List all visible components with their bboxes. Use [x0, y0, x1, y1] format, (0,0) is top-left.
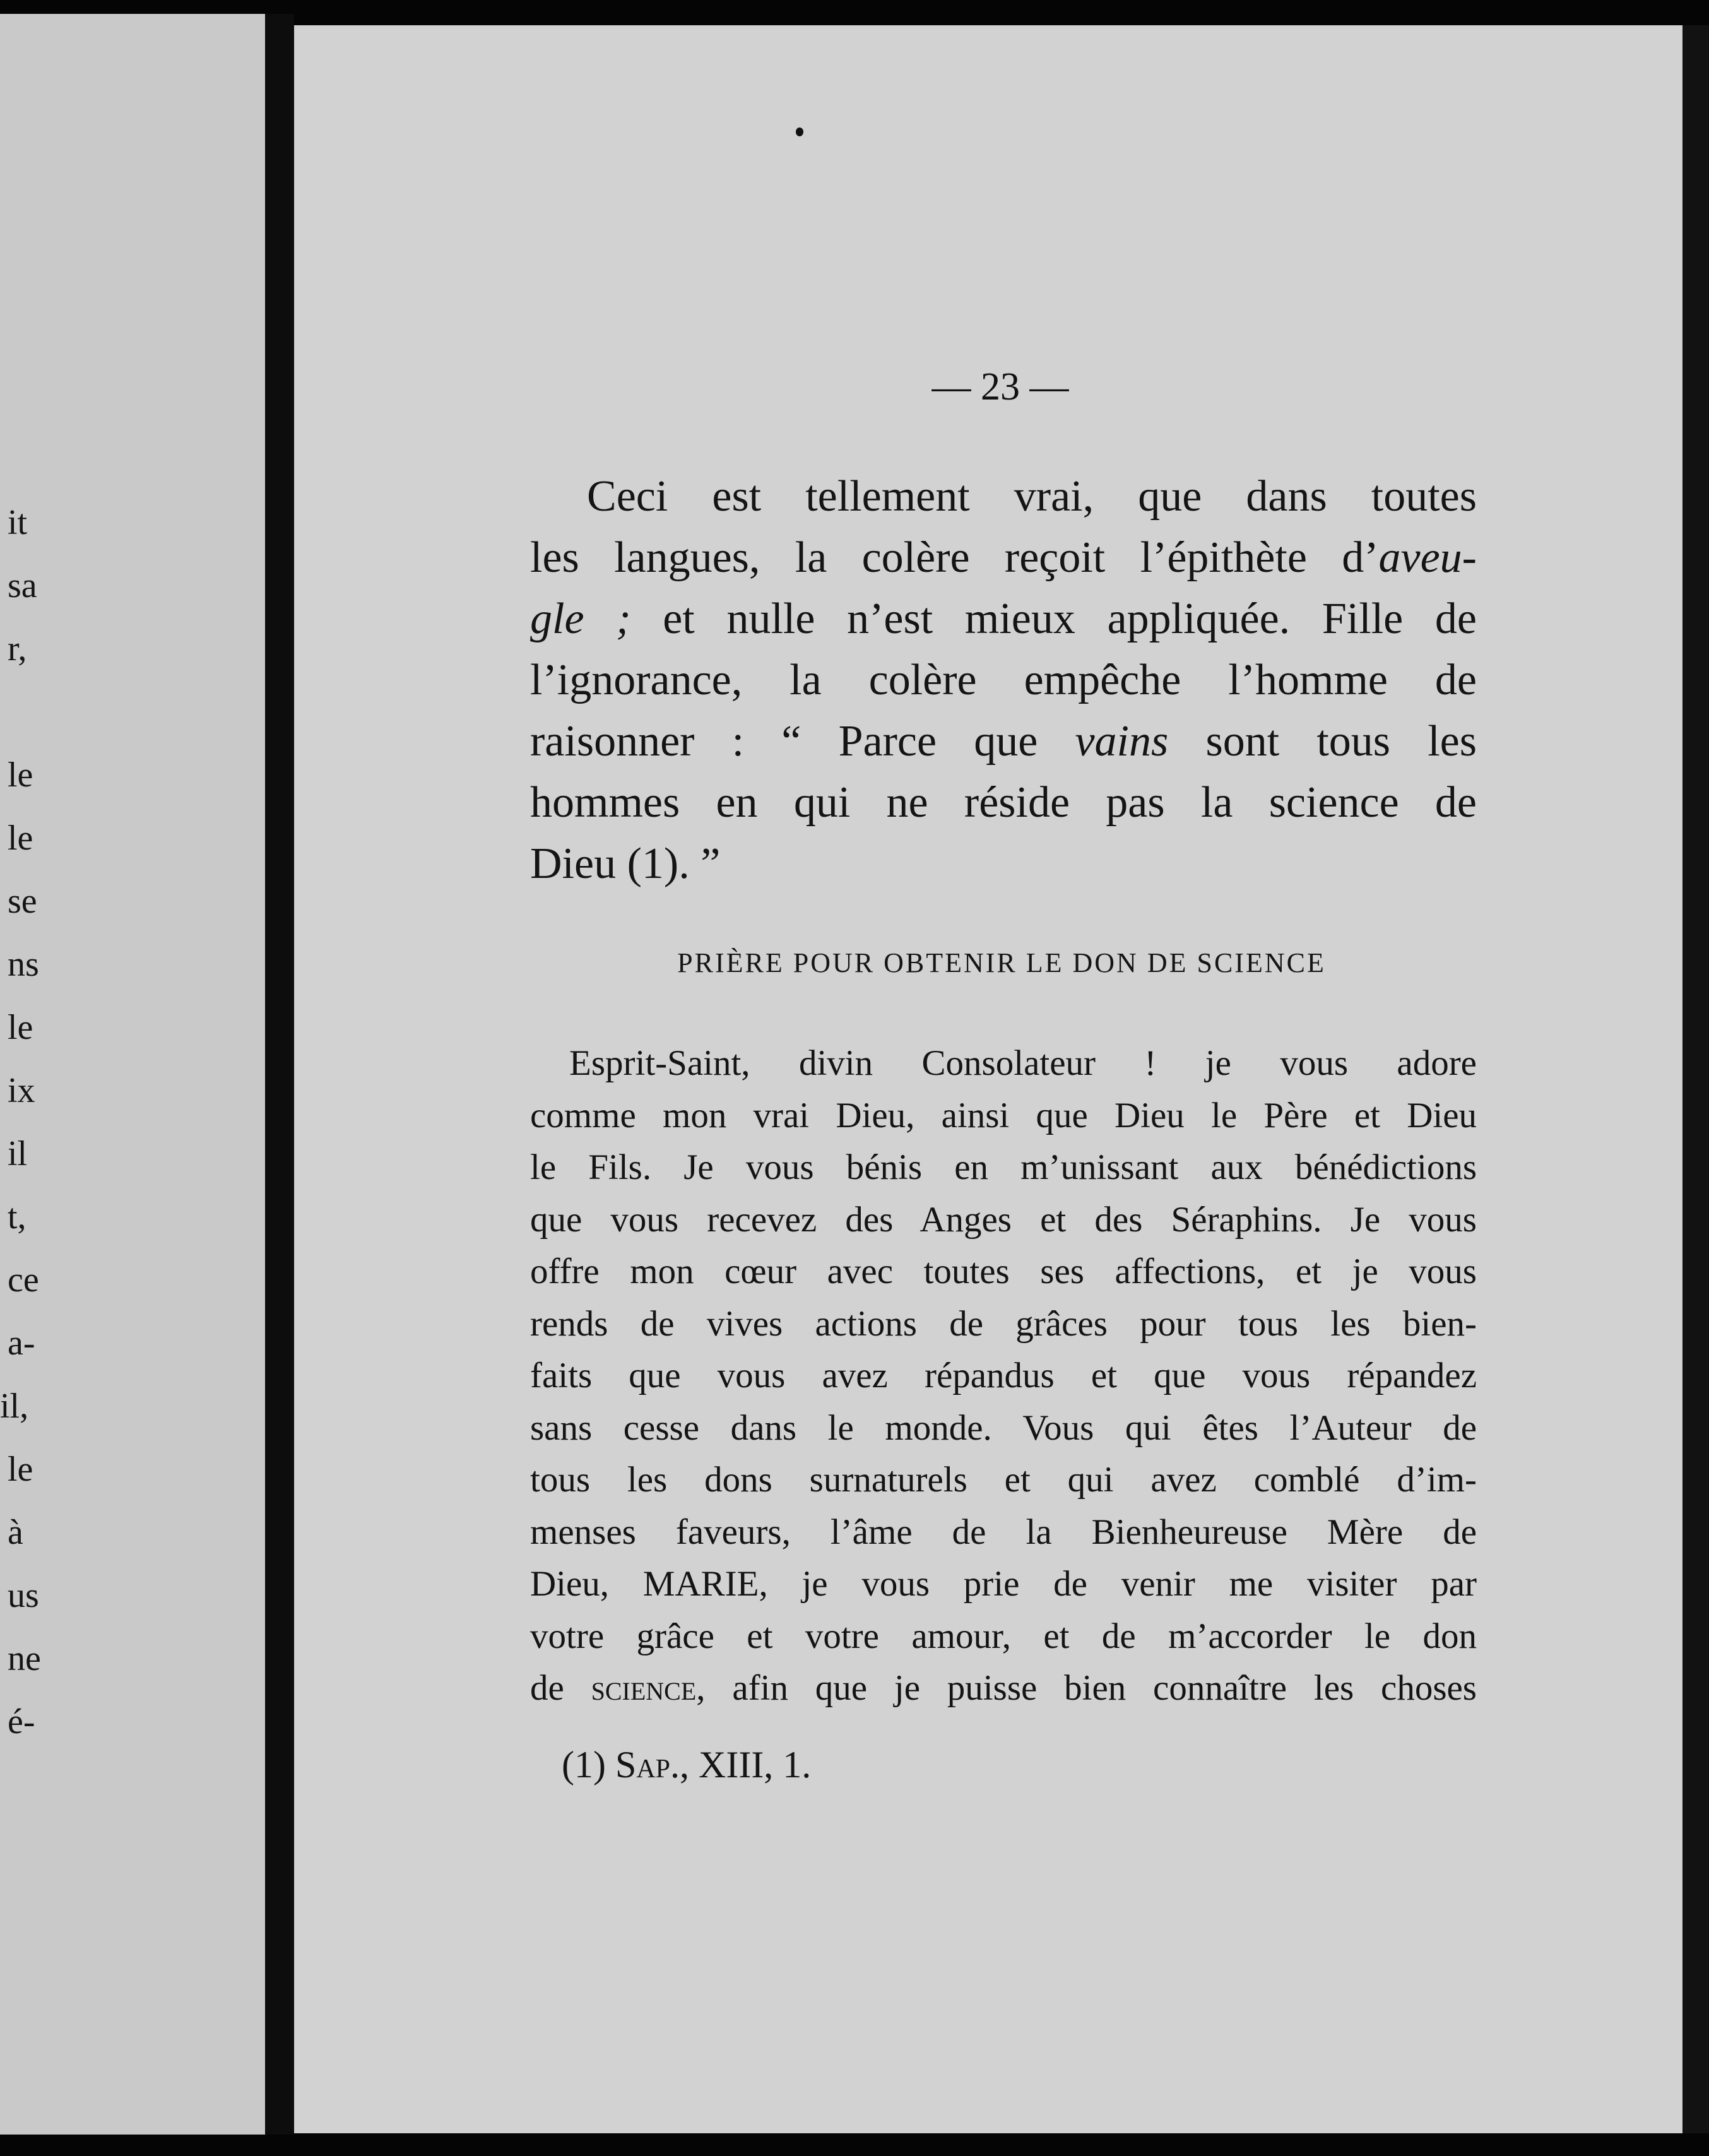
text-line: de science, afin que je puisse bien connaître les choses — [530, 1668, 1477, 1708]
facing-page-text-fragment: ix — [8, 1071, 35, 1110]
facing-page-text-fragment: ns — [8, 945, 39, 984]
text-line: Ceci est tellement vrai, que dans toutes — [587, 472, 1477, 521]
facing-page-text-fragment: il — [8, 1134, 28, 1173]
facing-page-text-fragment: t, — [8, 1197, 27, 1236]
page-edge-shadow — [1682, 25, 1709, 2133]
prayer-heading: PRIÈRE POUR OBTENIR LE DON DE SCIENCE — [677, 947, 1326, 978]
facing-page-text-fragment: le — [8, 819, 33, 858]
facing-page-text-fragment: le — [8, 1008, 33, 1047]
footnote: (1) Sap., XIII, 1. — [562, 1744, 812, 1786]
page-number: — 23 — — [931, 365, 1069, 408]
text-line: menses faveurs, l’âme de la Bienheureuse Mère de — [530, 1512, 1477, 1552]
facing-page-text-fragment: ce — [8, 1260, 39, 1300]
facing-page-fragment — [0, 14, 265, 2135]
ink-speck — [796, 127, 803, 136]
text-line: rends de vives actions de grâces pour tous les bien- — [530, 1303, 1477, 1344]
text-line: tous les dons surnaturels et qui avez comblé d’im- — [530, 1460, 1477, 1500]
facing-page-text-fragment: it — [8, 503, 28, 542]
facing-page-text-fragment: il, — [0, 1387, 29, 1426]
text-line: votre grâce et votre amour, et de m’accorder le don — [530, 1616, 1477, 1656]
facing-page-text-fragment: le — [8, 755, 33, 795]
facing-page-text-fragment: sa — [8, 566, 37, 605]
facing-page-text-fragment: se — [8, 882, 37, 921]
text-line: comme mon vrai Dieu, ainsi que Dieu le Père et Dieu — [530, 1095, 1477, 1135]
paragraph-anger — [530, 466, 1477, 894]
facing-page-text-fragment: le — [8, 1450, 33, 1489]
text-line: que vous recevez des Anges et des Séraphins. Je vous — [530, 1199, 1477, 1240]
facing-page-text-fragment: ne — [8, 1639, 41, 1678]
text-line: sans cesse dans le monde. Vous qui êtes l’Auteur de — [530, 1407, 1477, 1448]
facing-page-text-fragment: à — [8, 1513, 23, 1552]
text-line: les langues, la colère reçoit l’épithète d’aveu- — [530, 533, 1477, 582]
text-line: gle ; et nulle n’est mieux appliquée. Fille de — [530, 595, 1477, 643]
facing-page-text-fragment: us — [8, 1576, 39, 1615]
text-line: raisonner : “ Parce que vains sont tous les — [530, 717, 1477, 766]
text-line: le Fils. Je vous bénis en m’unissant aux bénédictions — [530, 1147, 1477, 1187]
text-line: l’ignorance, la colère empêche l’homme de — [530, 656, 1477, 704]
book-gutter — [265, 14, 294, 2135]
text-line: faits que vous avez répandus et que vous répandez — [530, 1356, 1477, 1395]
facing-page-text-fragment: é- — [8, 1702, 35, 1741]
paragraph-prayer — [530, 1038, 1477, 1715]
facing-page-text-fragment: a- — [8, 1324, 35, 1363]
text-line: offre mon cœur avec toutes ses affections, et je vous — [530, 1252, 1477, 1291]
text-line: Esprit-Saint, divin Consolateur ! je vous adore — [569, 1043, 1477, 1083]
text-line: Dieu, MARIE, je vous prie de venir me visiter par — [530, 1564, 1477, 1604]
text-line: hommes en qui ne réside pas la science de — [530, 778, 1477, 827]
text-line: Dieu (1). ” — [530, 839, 721, 888]
facing-page-text-fragment: r, — [8, 629, 27, 668]
